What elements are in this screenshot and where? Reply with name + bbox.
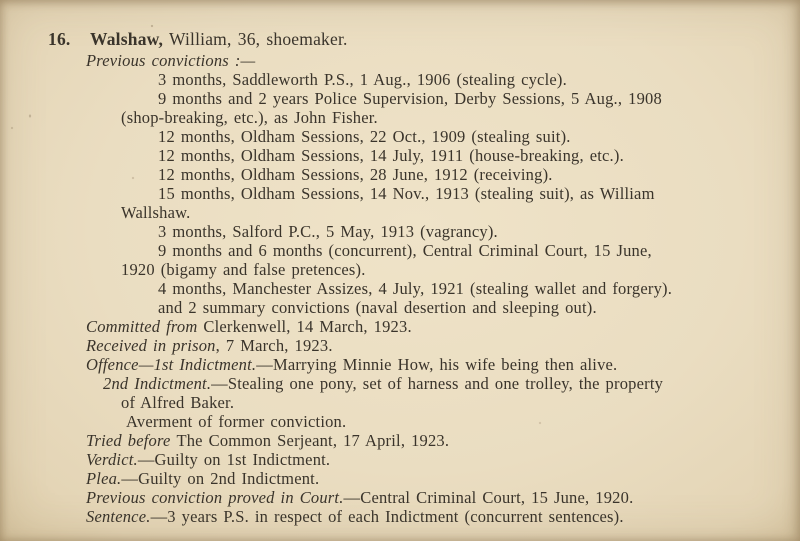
text-line: Offence—1st Indictment.—Marrying Minnie How, his wife being then alive. xyxy=(86,355,618,374)
text-line: of Alfred Baker. xyxy=(121,393,235,412)
text-line: 12 months, Oldham Sessions, 22 Oct., 1909 (stealing suit). xyxy=(158,127,571,146)
entry-number: 16. xyxy=(48,29,71,49)
text-line: and 2 summary convictions (naval desertion and sleeping out). xyxy=(158,298,597,317)
text-line: Received in prison, 7 March, 1923. xyxy=(86,336,333,355)
text-line: 2nd Indictment.—Stealing one pony, set of harness and one trolley, the property xyxy=(103,374,664,393)
text-line: (shop-breaking, etc.), as John Fisher. xyxy=(121,108,378,127)
text-line: Wallshaw. xyxy=(121,203,191,222)
text-line: 12 months, Oldham Sessions, 14 July, 1911 (house-breaking, etc.). xyxy=(158,146,624,165)
text-line: 4 months, Manchester Assizes, 4 July, 1921 (stealing wallet and forgery). xyxy=(158,279,673,298)
text-line: 9 months and 2 years Police Supervision, Derby Sessions, 5 Aug., 1908 xyxy=(158,89,662,108)
text-line: Plea.—Guilty on 2nd Indictment. xyxy=(86,469,320,488)
text-line: 12 months, Oldham Sessions, 28 June, 1912 (receiving). xyxy=(158,165,553,184)
record-entry xyxy=(48,29,794,526)
entry-surname: Walshaw, xyxy=(90,29,164,49)
text-line: 9 months and 6 months (concurrent), Central Criminal Court, 15 June, xyxy=(158,241,652,260)
text-line: Previous conviction proved in Court.—Central Criminal Court, 15 June, 1920. xyxy=(86,488,634,507)
text-line: Sentence.—3 years P.S. in respect of each Indictment (concurrent sentences). xyxy=(86,507,624,526)
text-line: 1920 (bigamy and false pretences). xyxy=(121,260,366,279)
entry-details: William, 36, shoemaker. xyxy=(168,29,348,49)
text-line: Previous convictions :— xyxy=(86,51,256,70)
text-line: Verdict.—Guilty on 1st Indictment. xyxy=(86,450,331,469)
text-line: 3 months, Saddleworth P.S., 1 Aug., 1906 (stealing cycle). xyxy=(158,70,567,89)
text-line: Tried before The Common Serjeant, 17 April, 1923. xyxy=(86,431,450,450)
text-line: Committed from Clerkenwell, 14 March, 1923. xyxy=(86,317,412,336)
text-line: Averment of former conviction. xyxy=(126,412,347,431)
text-line: 15 months, Oldham Sessions, 14 Nov., 1913 (stealing suit), as William xyxy=(158,184,655,203)
text-line: 3 months, Salford P.C., 5 May, 1913 (vagrancy). xyxy=(158,222,498,241)
entry-heading xyxy=(48,29,794,50)
